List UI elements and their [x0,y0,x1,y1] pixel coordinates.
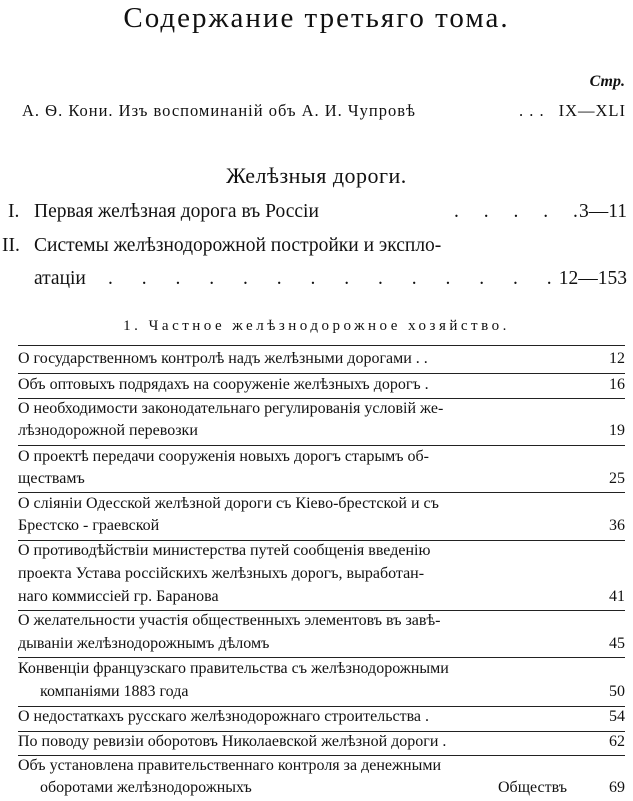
leader-dots: . . . . . . . . . . . . . . [108,268,564,289]
entry-page: 41 [609,588,625,605]
entry-page: IX—XLI [558,101,626,120]
entry-text: О проектѣ передачи сооруженія новыхъ дорогъ старымъ об- [18,448,429,465]
entry-divider [18,731,625,732]
entry-page: 16 [609,376,625,393]
page-column-label: Стр. [589,73,625,90]
volume-contents-title: Содержание третьяго тома. [123,2,510,34]
entry-divider [18,706,625,707]
leader-dots: . . . [518,101,545,120]
entry-text: дываніи желѣзнодорожнымъ дѣломъ [18,635,270,652]
entry-text: Брестско - граевской [18,517,160,534]
toc-entry-cont[interactable] [18,565,625,587]
part-page: 12—153 [558,268,627,289]
entry-divider [18,540,625,541]
entry-text: По поводу ревизіи оборотовъ Николаевской желѣзной дороги . [18,733,447,750]
entry-page: 36 [609,517,625,534]
entry-text: О необходимости законодательнаго регулированія условій же- [18,400,444,417]
toc-entry-cont[interactable] [18,422,625,444]
entry-text: О сліяніи Одесской желѣзной дороги съ Кіево-брестской и съ [18,495,439,512]
entry-text-tail: Обществъ [498,779,568,796]
part-title-line-1: Системы желѣзнодорожной постройки и экспло- [34,235,442,256]
entry-divider [18,657,625,658]
entry-text: ществамъ [18,470,85,487]
toc-entry[interactable] [18,376,625,398]
entry-divider [18,373,625,374]
entry-text: Объ оптовыхъ подрядахъ на сооруженіе желѣзныхъ дорогъ . [18,376,429,393]
leader-dots: . . . . . [454,201,588,222]
entry-page: 25 [609,470,625,487]
entry-divider [18,755,625,756]
toc-entry-cont[interactable] [18,517,625,539]
entry-text: А. Ѳ. Кони. Изъ воспоминаній объ А. И. Чупровѣ [22,101,416,120]
toc-entry[interactable] [18,400,625,422]
entry-page: 62 [609,733,625,750]
entry-text: О государственномъ контролѣ надъ желѣзными дорогами . . [18,350,428,367]
entry-text: лѣзнодорожной перевозки [18,422,198,439]
entry-text: проекта Устава россійскихъ желѣзныхъ дорогъ, выработан- [18,565,425,582]
toc-entry[interactable] [18,495,625,517]
part-title-line-2: атаціи [34,268,86,289]
entry-text: О противодѣйствіи министерства путей сообщенія введенію [18,542,431,559]
part-page: 3—11 [578,201,627,222]
part-number: I. [8,201,20,222]
entry-page: 19 [609,422,625,439]
section-title: Желѣзныя дороги. [226,163,407,188]
entry-divider [18,398,625,399]
entry-divider [18,492,625,493]
entry-page: 12 [609,350,625,367]
entry-text: Конвенціи французскаго правительства съ желѣзнодорожными [18,660,449,677]
toc-entry-cont[interactable] [18,683,625,705]
toc-entry-cont[interactable] [18,588,625,610]
entry-page: 69 [609,779,625,796]
toc-entry-cont[interactable] [18,635,625,657]
entry-divider [18,610,625,611]
entry-page: 45 [609,635,625,652]
entry-text: О желательности участія общественныхъ элементовъ въ завѣ- [18,612,441,629]
entry-divider [18,345,625,346]
entry-page: 54 [609,708,625,725]
toc-entry[interactable] [18,708,625,730]
toc-entry[interactable] [18,448,625,470]
part-number: II. [2,235,20,256]
toc-entry[interactable] [18,612,625,634]
part-title: Первая желѣзная дорога въ Россіи [34,201,319,222]
toc-entry[interactable] [18,660,625,682]
entry-text: О недостаткахъ русскаго желѣзнодорожнаго строительства . [18,708,430,725]
entry-text: Объ установлена правительственнаго контроля за денежными [18,757,442,774]
entry-text: оборотами желѣзнодорожныхъ [40,779,252,796]
toc-entry[interactable] [18,733,625,755]
subsection-title: 1. Частное желѣзнодорожное хозяйство. [123,318,510,334]
toc-entry[interactable] [18,542,625,564]
toc-entry[interactable] [18,350,625,372]
entry-text: наго коммиссіей гр. Баранова [18,588,219,605]
toc-entry-cont[interactable] [18,779,625,801]
entry-text: компаніями 1883 года [40,683,189,700]
toc-entry-cont[interactable] [18,470,625,492]
toc-entry[interactable] [18,757,625,779]
entry-divider [18,445,625,446]
toc-entry-koni[interactable] [22,101,626,121]
entry-page: 50 [609,683,625,700]
